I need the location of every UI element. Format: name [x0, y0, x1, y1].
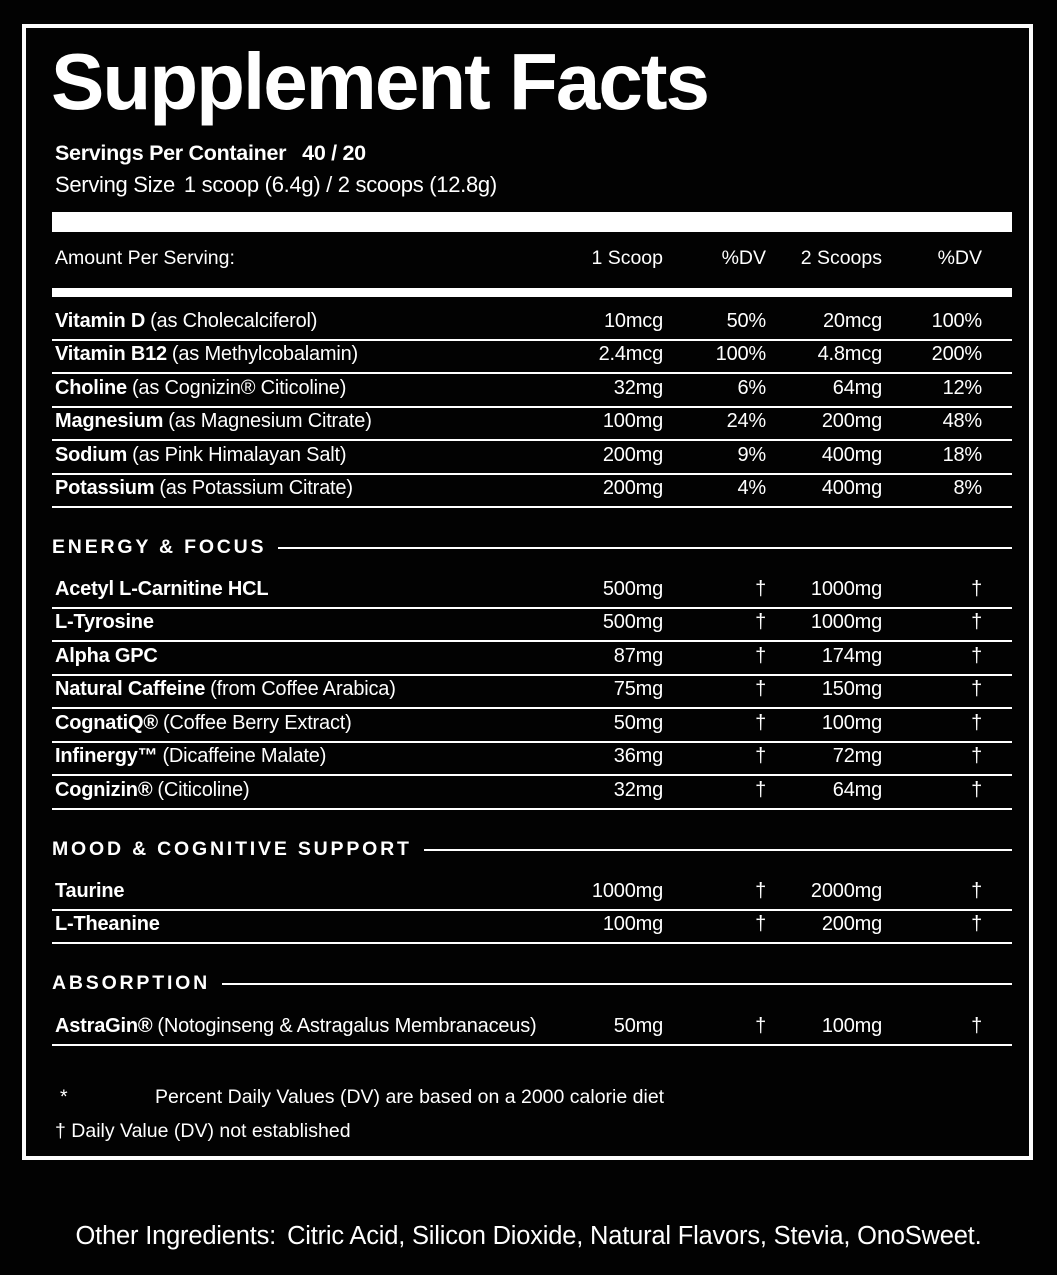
amount-2-scoops: 2000mg [810, 879, 882, 902]
table-row [52, 642, 1012, 676]
amount-1-scoop: 32mg [613, 778, 663, 801]
dv-1-scoop: 9% [737, 443, 766, 466]
ingredient-name: Vitamin D [55, 309, 146, 332]
dv-2-scoops: † [971, 711, 982, 734]
section-header-absorption [52, 972, 1012, 994]
header-amount-per-serving: Amount Per Serving: [55, 247, 235, 269]
ingredient-detail: (as Pink Himalayan Salt) [132, 443, 347, 466]
amount-1-scoop: 200mg [602, 443, 663, 466]
table-row [52, 408, 1012, 442]
amount-1-scoop: 50mg [613, 711, 663, 734]
table-header-row [52, 248, 1012, 272]
table-row [52, 307, 1012, 341]
table-row [52, 575, 1012, 609]
ingredient-detail: (as Magnesium Citrate) [168, 410, 372, 432]
dv-1-scoop: 4% [737, 477, 766, 499]
amount-1-scoop: 200mg [602, 477, 663, 499]
serving-size-value: 1 scoop (6.4g) / 2 scoops (12.8g) [183, 172, 497, 197]
amount-1-scoop: 2.4mcg [598, 343, 663, 365]
dv-1-scoop: † [755, 1014, 766, 1037]
table-row [52, 877, 1012, 911]
amount-2-scoops: 100mg [821, 1014, 882, 1037]
section-title: ENERGY & FOCUS [52, 535, 267, 558]
ingredient-name: Potassium [55, 477, 155, 499]
dv-2-scoops: 18% [942, 443, 982, 466]
ingredient-name: Magnesium [55, 410, 164, 432]
dv-1-scoop: † [755, 611, 766, 633]
amount-2-scoops: 200mg [821, 410, 882, 432]
amount-1-scoop: 75mg [613, 678, 663, 700]
ingredient-name: Acetyl L-Carnitine HCL [55, 577, 269, 600]
amount-2-scoops: 20mcg [822, 309, 882, 332]
amount-2-scoops: 1000mg [810, 577, 882, 600]
dv-2-scoops: † [971, 644, 982, 667]
header-col-2-scoops: 2 Scoops [800, 247, 882, 269]
dv-2-scoops: † [971, 879, 982, 902]
section-header-energy-focus [52, 536, 1012, 558]
footnote-daily-value-not-established: † Daily Value (DV) not established [55, 1120, 351, 1142]
table-row [52, 441, 1012, 475]
section-title: ABSORPTION [52, 971, 211, 994]
table-row [52, 341, 1012, 375]
dv-2-scoops: † [971, 611, 982, 633]
amount-2-scoops: 1000mg [810, 611, 882, 633]
ingredient-name: L-Tyrosine [55, 611, 154, 633]
energy-focus-rows [52, 575, 1012, 810]
dv-1-scoop: † [755, 577, 766, 600]
ingredient-detail: (from Coffee Arabica) [210, 678, 396, 700]
ingredient-detail: (as Methylcobalamin) [171, 343, 358, 365]
amount-1-scoop: 50mg [613, 1014, 663, 1037]
table-row [52, 743, 1012, 777]
ingredient-name: Vitamin B12 [55, 343, 167, 365]
amount-1-scoop: 500mg [602, 611, 663, 633]
serving-size-line [55, 172, 497, 198]
header-col-1-scoop: 1 Scoop [591, 247, 663, 269]
header-col-dv-2: %DV [937, 247, 982, 269]
table-row [52, 1012, 1012, 1046]
ingredient-detail: (as Cognizin® Citicoline) [131, 376, 347, 399]
header-col-dv-1: %DV [721, 247, 766, 269]
table-row [52, 374, 1012, 408]
servings-per-container-value: 40 / 20 [302, 141, 366, 165]
asterisk-symbol: * [60, 1086, 68, 1108]
dv-1-scoop: † [755, 879, 766, 902]
section-rule-line [278, 547, 1012, 549]
footnote-percent-daily-values [52, 1086, 1012, 1110]
amount-1-scoop: 10mcg [603, 309, 663, 332]
amount-1-scoop: 100mg [602, 410, 663, 432]
dv-1-scoop: † [755, 745, 766, 767]
ingredient-name: Infinergy™ [55, 745, 158, 767]
dv-2-scoops: 100% [931, 309, 982, 332]
amount-2-scoops: 72mg [832, 745, 882, 767]
section-rule-line [222, 983, 1012, 985]
dv-2-scoops: † [971, 913, 982, 935]
serving-size-label: Serving Size [55, 172, 175, 197]
ingredient-detail: (Notoginseng & Astragalus Membranaceus) [157, 1014, 537, 1037]
amount-2-scoops: 4.8mcg [817, 343, 882, 365]
dv-1-scoop: † [755, 913, 766, 935]
vitamins-minerals-rows [52, 307, 1012, 508]
amount-1-scoop: 32mg [613, 376, 663, 399]
ingredient-name: Cognizin® [55, 778, 153, 801]
amount-2-scoops: 100mg [821, 711, 882, 734]
servings-per-container-line [55, 141, 366, 166]
amount-1-scoop: 100mg [602, 913, 663, 935]
ingredient-detail: (Citicoline) [157, 778, 250, 801]
amount-1-scoop: 87mg [613, 644, 663, 667]
ingredient-name: Alpha GPC [55, 644, 158, 667]
amount-2-scoops: 64mg [832, 376, 882, 399]
ingredient-detail: (as Potassium Citrate) [159, 477, 353, 499]
ingredient-detail: (Coffee Berry Extract) [162, 711, 352, 734]
other-ingredients-value: Citric Acid, Silicon Dioxide, Natural Flavors, Stevia, OnoSweet. [287, 1222, 982, 1250]
servings-per-container-label: Servings Per Container [55, 141, 287, 165]
amount-1-scoop: 1000mg [591, 879, 663, 902]
ingredient-name: L-Theanine [55, 913, 160, 935]
dv-2-scoops: 12% [942, 376, 982, 399]
dv-1-scoop: † [755, 678, 766, 700]
label-title: Supplement Facts [51, 37, 709, 126]
dv-2-scoops: † [971, 678, 982, 700]
dv-1-scoop: † [755, 711, 766, 734]
section-rule-line [424, 849, 1012, 851]
dv-2-scoops: † [971, 1014, 982, 1037]
ingredient-detail: (Dicaffeine Malate) [162, 745, 327, 767]
dv-1-scoop: 100% [715, 343, 766, 365]
table-row [52, 776, 1012, 810]
amount-1-scoop: 36mg [613, 745, 663, 767]
dv-2-scoops: † [971, 577, 982, 600]
dv-1-scoop: 50% [726, 309, 766, 332]
table-row [52, 709, 1012, 743]
mood-cognitive-rows [52, 877, 1012, 944]
amount-2-scoops: 64mg [832, 778, 882, 801]
section-header-mood-cognitive-support [52, 838, 1012, 860]
ingredient-name: Sodium [55, 443, 128, 466]
section-title: MOOD & COGNITIVE SUPPORT [52, 837, 412, 860]
dv-1-scoop: † [755, 778, 766, 801]
ingredient-detail: (as Cholecalciferol) [150, 309, 318, 332]
dv-2-scoops: 8% [953, 477, 982, 499]
ingredient-name: CognatiQ® [55, 711, 158, 734]
dv-1-scoop: † [755, 644, 766, 667]
ingredient-name: Taurine [55, 879, 125, 902]
dv-1-scoop: 6% [737, 376, 766, 399]
thin-divider-bar [52, 288, 1012, 297]
ingredient-name: Choline [55, 376, 127, 399]
table-row [52, 911, 1012, 945]
amount-2-scoops: 200mg [821, 913, 882, 935]
amount-1-scoop: 500mg [602, 577, 663, 600]
amount-2-scoops: 400mg [821, 477, 882, 499]
dv-2-scoops: † [971, 778, 982, 801]
other-ingredients-label: Other Ingredients: [75, 1222, 277, 1250]
dv-2-scoops: 200% [931, 343, 982, 365]
thick-divider-bar [52, 212, 1012, 232]
ingredient-name: Natural Caffeine [55, 678, 206, 700]
table-row [52, 676, 1012, 710]
dv-1-scoop: 24% [726, 410, 766, 432]
amount-2-scoops: 174mg [821, 644, 882, 667]
dv-2-scoops: 48% [942, 410, 982, 432]
ingredient-name: AstraGin® [55, 1014, 153, 1037]
table-row [52, 475, 1012, 509]
absorption-rows [52, 1012, 1012, 1046]
other-ingredients-line [0, 1222, 1057, 1251]
amount-2-scoops: 400mg [821, 443, 882, 466]
dv-2-scoops: † [971, 745, 982, 767]
footnote-text: Percent Daily Values (DV) are based on a 2000 calorie diet [155, 1086, 665, 1108]
table-row [52, 609, 1012, 643]
amount-2-scoops: 150mg [821, 678, 882, 700]
